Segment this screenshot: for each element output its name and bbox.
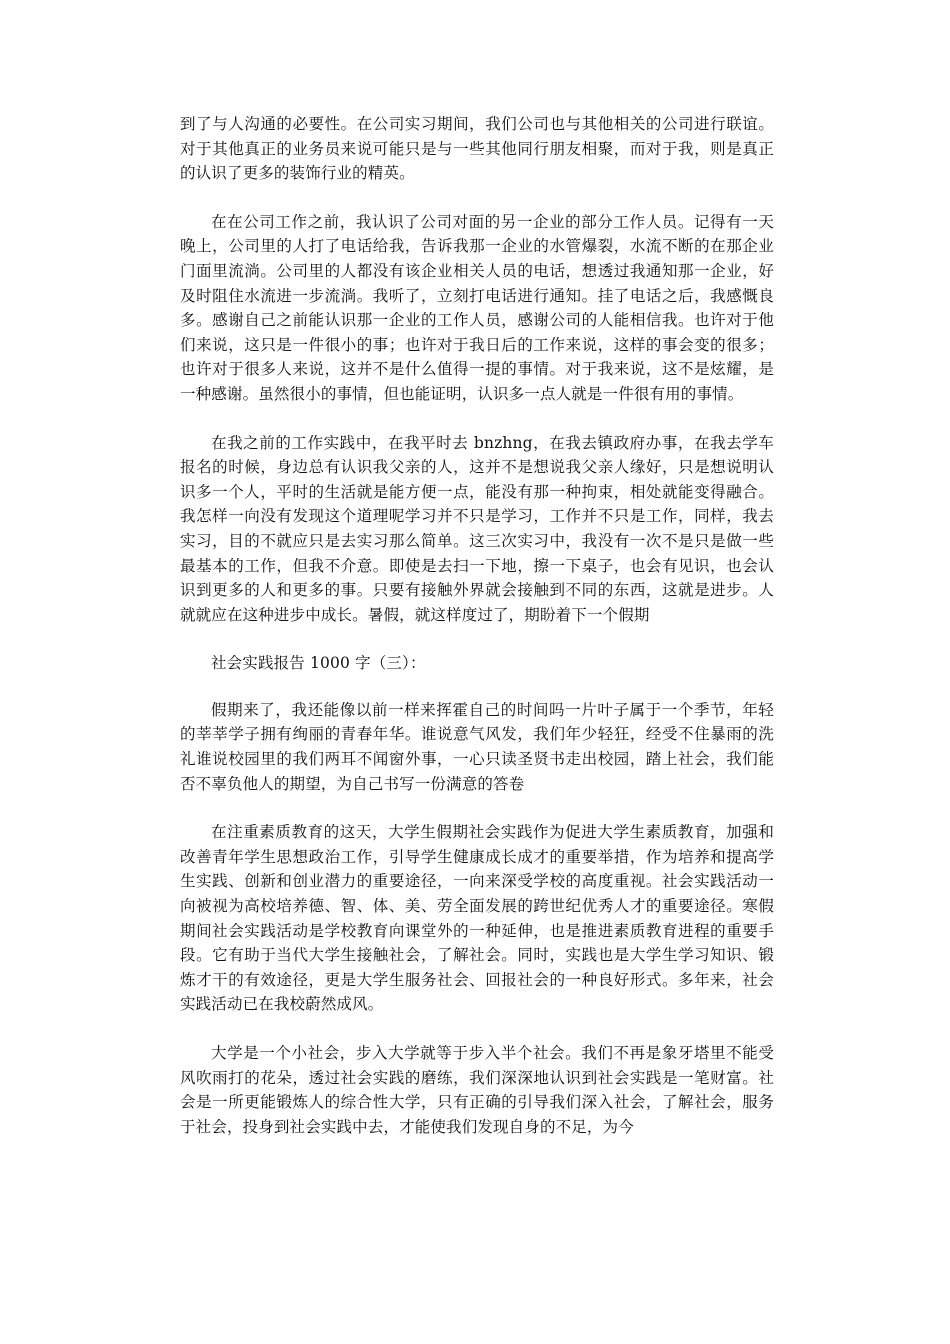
paragraph-holiday-intro: 假期来了，我还能像以前一样来挥霍自己的时间吗一片叶子属于一个季节，年轻的莘莘学子拥有绚丽的青春年华。谁说意气风发，我们年少轻狂，经受不住暴雨的洗礼谁说校园里的我们两耳不闻窗外事，一心只读圣贤书走出校园，踏上社会，我们能否不辜负他人的期望，为自己书写一份满意的答卷 [180,700,774,793]
paragraph-work-practice: 在我之前的工作实践中，在我平时去 bnzhng，在我去镇政府办事，在我去学车报名的时候，身边总有认识我父亲的人，这并不是想说我父亲人缘好，只是想说明认识多一个人，平时的生活就是能方便一点，能没有那一种拘束，相处就能变得融合。我怎样一向没有发现这个道理呢学习并不只是学习，工作并不只是工作，同样，我去实习，目的不就应只是去实习那么简单。这三次实习中，我没有一次不是只是做一些最基本的工作，但我不介意。即使是去扫一下地，擦一下桌子，也会有见识，也会认识到更多的人和更多的事。只要有接触外界就会接触到不同的东西，这就是进步。人就就应在这种进步中成长。暑假，就这样度过了，期盼着下一个假期 [180,433,774,624]
paragraph-university-society: 大学是一个小社会，步入大学就等于步入半个社会。我们不再是象牙塔里不能受风吹雨打的花朵，透过社会实践的磨练，我们深深地认识到社会实践是一笔财富。社会是一所更能锻炼人的综合性大学，只有正确的引导我们深入社会，了解社会，服务于社会，投身到社会实践中去，才能使我们发现自身的不足，为今 [180,1044,774,1136]
section-heading: 社会实践报告 1000 字（三）： [211,654,426,673]
paragraph-continuation: 到了与人沟通的必要性。在公司实习期间，我们公司也与其他相关的公司进行联谊。对于其他真正的业务员来说可能只是与一些其他同行朋友相聚，而对于我，则是真正的认识了更多的装饰行业的精英。 [180,115,774,183]
paragraph-phone-call-story: 在在公司工作之前，我认识了公司对面的另一企业的部分工作人员。记得有一天晚上，公司里的人打了电话给我，告诉我那一企业的水管爆裂，水流不断的在那企业门面里流淌。公司里的人都没有该企业相关人员的电话，想透过我通知那一企业，好及时阻住水流进一步流淌。我听了，立刻打电话进行通知。挂了电话之后，我感慨良多。感谢自己之前能认识那一企业的工作人员，感谢公司的人能相信我。也许对于他们来说，这只是一件很小的事；也许对于我日后的工作来说，这样的事会变的很多；也许对于很多人来说，这并不是什么值得一提的事情。对于我来说，这不是炫耀，是一种感谢。虽然很小的事情，但也能证明，认识多一点人就是一件很有用的事情。 [180,212,774,403]
document-page [180,112,774,1163]
paragraph-quality-education: 在注重素质教育的这天，大学生假期社会实践作为促进大学生素质教育，加强和改善青年学生思想政治工作，引导学生健康成长成才的重要举措，作为培养和提高学生实践、创新和创业潜力的重要途径，一向来深受学校的高度重视。社会实践活动一向被视为高校培养德、智、体、美、劳全面发展的跨世纪优秀人才的重要途径。寒假期间社会实践活动是学校教育向课堂外的一种延伸，也是推进素质教育进程的重要手段。它有助于当代大学生接触社会，了解社会。同时，实践也是大学生学习知识、锻炼才干的有效途径，更是大学生服务社会、回报社会的一种良好形式。多年来，社会实践活动已在我校蔚然成风。 [180,823,774,1014]
